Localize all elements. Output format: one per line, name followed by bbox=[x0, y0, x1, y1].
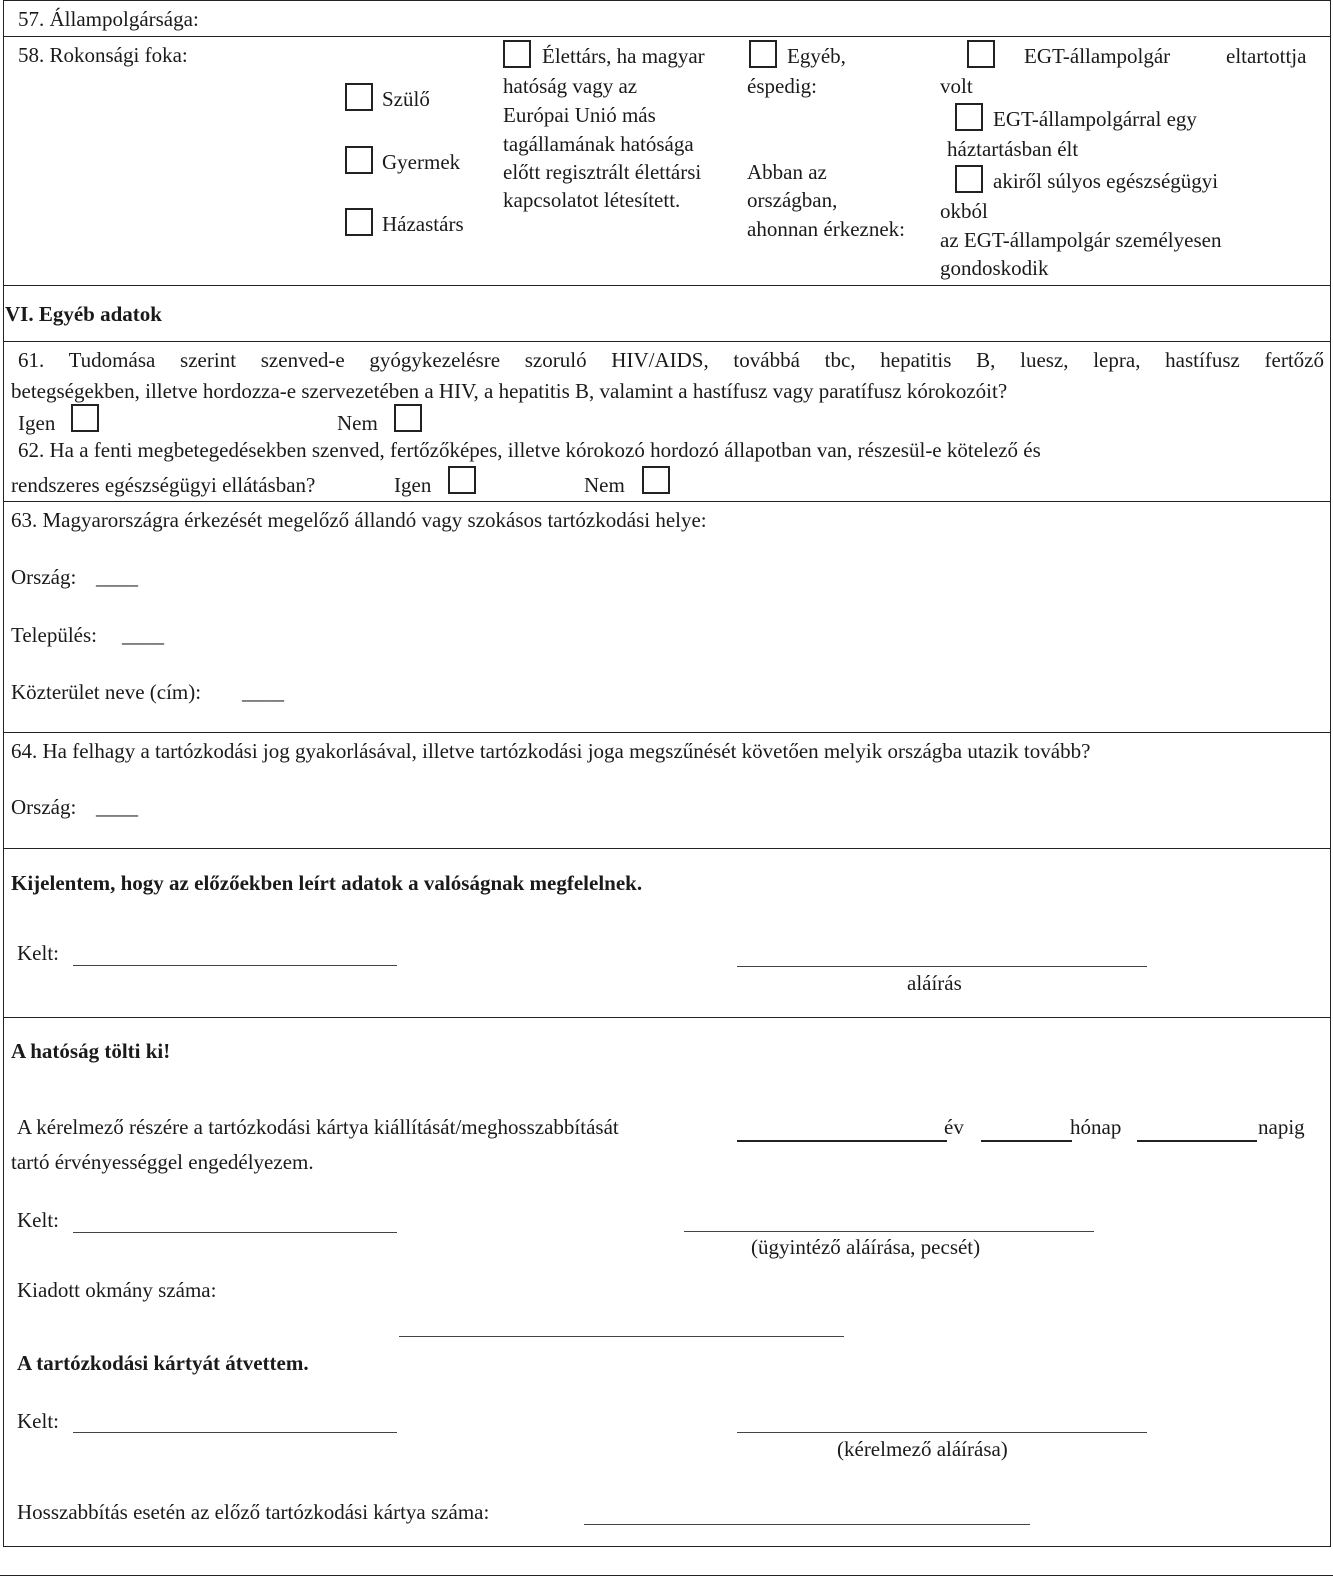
authority-day-label: napig bbox=[1258, 1115, 1305, 1139]
authority-clerk-sign-field[interactable] bbox=[684, 1231, 1094, 1232]
egt3-part-c: az EGT-állampolgár személyesen bbox=[940, 228, 1222, 252]
label-hazastars: Házastárs bbox=[382, 212, 464, 236]
q61-yes-checkbox[interactable] bbox=[71, 404, 99, 432]
section-63 bbox=[3, 501, 1331, 733]
elettars-line-3: Európai Unió más bbox=[503, 103, 656, 127]
authority-year-label: év bbox=[944, 1115, 964, 1139]
label-gyermek: Gyermek bbox=[382, 150, 461, 174]
authority-kelt-field[interactable] bbox=[73, 1232, 397, 1233]
q64-title: 64. Ha felhagy a tartózkodási jog gyakorlásával, illetve tartózkodási joga megszűnését követően melyik országba utazik tovább? bbox=[11, 739, 1091, 763]
q63-street-label: Közterület neve (cím): bbox=[11, 680, 202, 704]
egt2-part-a: EGT-állampolgárral egy bbox=[993, 107, 1197, 131]
q62-line-1: 62. Ha a fenti megbetegedésekben szenved, fertőzőképes, illetve kórokozó hordozó állapotban van, részesül-e kötelező és bbox=[18, 438, 1041, 462]
declaration-signature-field[interactable] bbox=[737, 966, 1147, 967]
authority-previous-card-field[interactable] bbox=[584, 1524, 1030, 1525]
checkbox-egyeb[interactable] bbox=[749, 40, 777, 68]
q61-line-1: 61. Tudomása szerint szenved-e gyógykezelésre szoruló HIV/AIDS, továbbá tbc, hepatitis B, luesz, lepra, hastífusz fertőző bbox=[18, 348, 1324, 372]
egt2-part-b: háztartásban élt bbox=[947, 137, 1079, 161]
authority-applicant-sign-field[interactable] bbox=[737, 1432, 1147, 1433]
q63-street-input[interactable]: ____ bbox=[242, 680, 284, 704]
q62-yes-checkbox[interactable] bbox=[448, 466, 476, 494]
authority-kelt2-label: Kelt: bbox=[17, 1409, 59, 1433]
authority-approve-line-2: tartó érvényességgel engedélyezem. bbox=[11, 1150, 314, 1174]
page-bottom-rule bbox=[0, 1575, 1333, 1576]
declaration-kelt-field[interactable] bbox=[73, 965, 397, 966]
q58-label: 58. Rokonsági foka: bbox=[18, 43, 188, 67]
authority-approve-line-1: A kérelmező részére a tartózkodási kártya kiállítását/meghosszabbítását bbox=[17, 1115, 619, 1139]
section-64 bbox=[3, 732, 1331, 849]
authority-month-field[interactable] bbox=[981, 1140, 1072, 1142]
q61-no-label: Nem bbox=[337, 411, 378, 435]
authority-year-field[interactable] bbox=[737, 1140, 947, 1142]
checkbox-egt-eltartott[interactable] bbox=[967, 40, 995, 68]
authority-day-field[interactable] bbox=[1137, 1140, 1257, 1142]
checkbox-egt-gondoskodik[interactable] bbox=[955, 165, 983, 193]
checkbox-hazastars[interactable] bbox=[345, 208, 373, 236]
authority-month-label: hónap bbox=[1070, 1115, 1122, 1139]
section-58 bbox=[3, 36, 1331, 286]
section-57 bbox=[3, 0, 1331, 37]
q57-label: 57. Állampolgársága: bbox=[18, 7, 199, 31]
q62-line-2: rendszeres egészségügyi ellátásban? bbox=[11, 473, 316, 497]
egt1-part-b: eltartottja bbox=[1226, 44, 1307, 68]
authority-received: A tartózkodási kártyát átvettem. bbox=[17, 1351, 309, 1375]
section-61-62 bbox=[3, 341, 1331, 502]
authority-kelt2-field[interactable] bbox=[73, 1432, 397, 1433]
q62-no-checkbox[interactable] bbox=[642, 466, 670, 494]
section-vi-header bbox=[3, 285, 1331, 342]
egyeb-line-2: éspedig: bbox=[747, 74, 817, 98]
elettars-line-2: hatóság vagy az bbox=[503, 74, 638, 98]
abban-line-1: Abban az bbox=[747, 160, 827, 184]
q64-country-input[interactable]: ____ bbox=[96, 795, 138, 819]
egt1-part-c: volt bbox=[940, 74, 973, 98]
elettars-line-6: kapcsolatot létesített. bbox=[503, 188, 681, 212]
declaration-text: Kijelentem, hogy az előzőekben leírt adatok a valóságnak megfelelnek. bbox=[11, 871, 643, 895]
section-declaration bbox=[3, 848, 1331, 1018]
elettars-line-4: tagállamának hatósága bbox=[503, 132, 694, 156]
checkbox-szulo[interactable] bbox=[345, 83, 373, 111]
declaration-signature-label: aláírás bbox=[907, 971, 962, 995]
elettars-line-1: Élettárs, ha magyar bbox=[542, 44, 705, 68]
q63-country-label: Ország: bbox=[11, 565, 77, 589]
authority-doc-number-field[interactable] bbox=[399, 1336, 844, 1337]
q63-city-input[interactable]: ____ bbox=[122, 623, 164, 647]
egt3-part-a: akiről súlyos egészségügyi bbox=[993, 169, 1219, 193]
authority-title: A hatóság tölti ki! bbox=[11, 1039, 171, 1063]
checkbox-gyermek[interactable] bbox=[345, 146, 373, 174]
q62-yes-label: Igen bbox=[394, 473, 432, 497]
authority-kelt-label: Kelt: bbox=[17, 1208, 59, 1232]
egt3-part-b: okból bbox=[940, 199, 988, 223]
section-vi-title: VI. Egyéb adatok bbox=[5, 302, 162, 326]
section-authority bbox=[3, 1017, 1331, 1547]
egt3-part-d: gondoskodik bbox=[940, 256, 1049, 280]
authority-doc-number-label: Kiadott okmány száma: bbox=[17, 1278, 217, 1302]
q64-country-label: Ország: bbox=[11, 795, 77, 819]
q62-no-label: Nem bbox=[584, 473, 625, 497]
q61-yes-label: Igen bbox=[18, 411, 56, 435]
checkbox-egt-haztartas[interactable] bbox=[955, 103, 983, 131]
authority-applicant-sign-label: (kérelmező aláírása) bbox=[837, 1437, 1008, 1461]
q63-city-label: Település: bbox=[11, 623, 97, 647]
abban-line-2: országban, bbox=[747, 188, 838, 212]
q61-line-2: betegségekben, illetve hordozza-e szervezetében a HIV, a hepatitis B, valamint a hastífusz vagy paratífusz kórokozóit? bbox=[11, 379, 1008, 403]
q63-country-input[interactable]: ____ bbox=[96, 565, 138, 589]
label-szulo: Szülő bbox=[382, 87, 430, 111]
abban-line-3: ahonnan érkeznek: bbox=[747, 217, 906, 241]
egt1-part-a: EGT-állampolgár bbox=[1024, 44, 1171, 68]
elettars-line-5: előtt regisztrált élettársi bbox=[503, 160, 702, 184]
q63-title: 63. Magyarországra érkezését megelőző állandó vagy szokásos tartózkodási helye: bbox=[11, 508, 707, 532]
q61-no-checkbox[interactable] bbox=[394, 404, 422, 432]
declaration-kelt-label: Kelt: bbox=[17, 941, 59, 965]
authority-previous-card-label: Hosszabbítás esetén az előző tartózkodási kártya száma: bbox=[17, 1500, 490, 1524]
checkbox-elettars[interactable] bbox=[503, 40, 531, 68]
egyeb-line-1: Egyéb, bbox=[787, 44, 846, 68]
authority-clerk-sign-label: (ügyintéző aláírása, pecsét) bbox=[751, 1235, 981, 1259]
